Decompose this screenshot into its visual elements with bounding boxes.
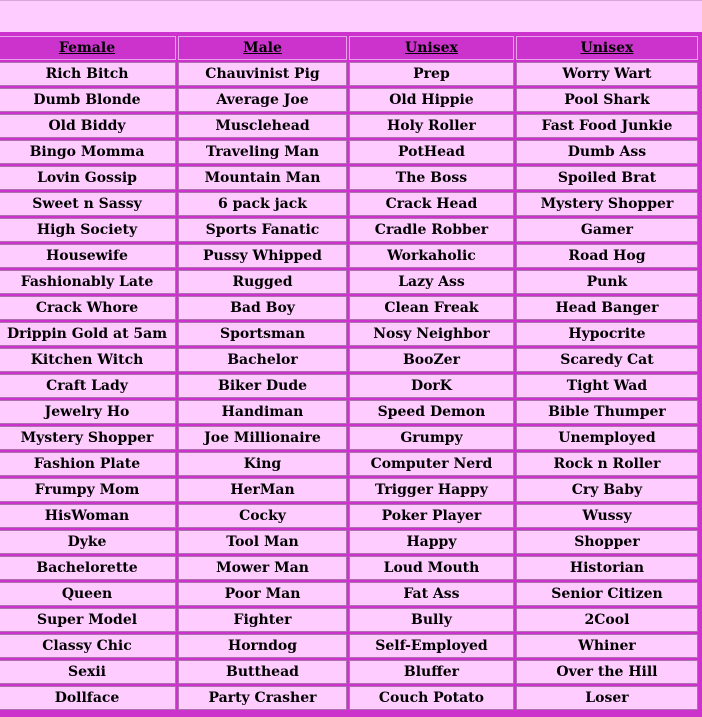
cell-male: Party Crasher	[178, 686, 347, 710]
table-row	[0, 218, 698, 242]
cell-female: Jewelry Ho	[0, 400, 176, 424]
cell-female: Queen	[0, 582, 176, 606]
cell-unisex: Crack Head	[349, 192, 514, 216]
cell-unisex: Old Hippie	[349, 88, 514, 112]
cell-unisex-2: Wussy	[516, 504, 698, 528]
table-row	[0, 582, 698, 606]
cell-unisex-2: Head Banger	[516, 296, 698, 320]
names-table	[0, 34, 700, 712]
cell-female: Rich Bitch	[0, 62, 176, 86]
table-row	[0, 504, 698, 528]
cell-unisex: Clean Freak	[349, 296, 514, 320]
cell-female: HisWoman	[0, 504, 176, 528]
table-row	[0, 452, 698, 476]
cell-male: Sports Fanatic	[178, 218, 347, 242]
cell-male: Bad Boy	[178, 296, 347, 320]
cell-unisex: PotHead	[349, 140, 514, 164]
cell-male: King	[178, 452, 347, 476]
cell-female: High Society	[0, 218, 176, 242]
table-row	[0, 166, 698, 190]
cell-unisex: Happy	[349, 530, 514, 554]
table-row	[0, 114, 698, 138]
cell-male: Bachelor	[178, 348, 347, 372]
cell-unisex: Self-Employed	[349, 634, 514, 658]
cell-unisex-2: Loser	[516, 686, 698, 710]
cell-female: Dyke	[0, 530, 176, 554]
header-unisex[interactable]: Unisex	[349, 36, 514, 60]
cell-female: Housewife	[0, 244, 176, 268]
cell-female: Dumb Blonde	[0, 88, 176, 112]
cell-unisex-2: Historian	[516, 556, 698, 580]
cell-unisex-2: Gamer	[516, 218, 698, 242]
table-row	[0, 374, 698, 398]
header-male[interactable]: Male	[178, 36, 347, 60]
cell-unisex: Poker Player	[349, 504, 514, 528]
cell-unisex: Fat Ass	[349, 582, 514, 606]
cell-unisex: Computer Nerd	[349, 452, 514, 476]
cell-male: 6 pack jack	[178, 192, 347, 216]
cell-male: Chauvinist Pig	[178, 62, 347, 86]
cell-unisex: Loud Mouth	[349, 556, 514, 580]
cell-female: Super Model	[0, 608, 176, 632]
table-row	[0, 660, 698, 684]
table-row	[0, 88, 698, 112]
cell-unisex-2: Over the Hill	[516, 660, 698, 684]
table-row	[0, 244, 698, 268]
cell-unisex: Workaholic	[349, 244, 514, 268]
cell-male: Pussy Whipped	[178, 244, 347, 268]
cell-male: Cocky	[178, 504, 347, 528]
cell-unisex: Bully	[349, 608, 514, 632]
cell-female: Dollface	[0, 686, 176, 710]
cell-male: Poor Man	[178, 582, 347, 606]
table-row	[0, 634, 698, 658]
cell-unisex-2: Cry Baby	[516, 478, 698, 502]
cell-unisex-2: Scaredy Cat	[516, 348, 698, 372]
cell-unisex-2: Fast Food Junkie	[516, 114, 698, 138]
cell-female: Sweet n Sassy	[0, 192, 176, 216]
cell-unisex: Bluffer	[349, 660, 514, 684]
cell-unisex: Prep	[349, 62, 514, 86]
cell-unisex-2: Dumb Ass	[516, 140, 698, 164]
cell-male: Biker Dude	[178, 374, 347, 398]
cell-unisex-2: Whiner	[516, 634, 698, 658]
cell-male: Fighter	[178, 608, 347, 632]
cell-female: Mystery Shopper	[0, 426, 176, 450]
header-unisex-2[interactable]: Unisex	[516, 36, 698, 60]
cell-unisex-2: Rock n Roller	[516, 452, 698, 476]
cell-female: Bachelorette	[0, 556, 176, 580]
cell-unisex-2: Worry Wart	[516, 62, 698, 86]
table-row	[0, 192, 698, 216]
cell-male: Joe Millionaire	[178, 426, 347, 450]
table-body	[0, 62, 698, 710]
cell-female: Drippin Gold at 5am	[0, 322, 176, 346]
cell-unisex-2: Hypocrite	[516, 322, 698, 346]
cell-unisex: Lazy Ass	[349, 270, 514, 294]
cell-unisex-2: Unemployed	[516, 426, 698, 450]
cell-unisex: Grumpy	[349, 426, 514, 450]
cell-unisex-2: Senior Citizen	[516, 582, 698, 606]
cell-unisex: Speed Demon	[349, 400, 514, 424]
cell-unisex: Trigger Happy	[349, 478, 514, 502]
table-row	[0, 296, 698, 320]
cell-male: Horndog	[178, 634, 347, 658]
cell-female: Kitchen Witch	[0, 348, 176, 372]
cell-unisex-2: Shopper	[516, 530, 698, 554]
cell-unisex: The Boss	[349, 166, 514, 190]
cell-unisex-2: Pool Shark	[516, 88, 698, 112]
top-band	[0, 0, 702, 32]
cell-male: Tool Man	[178, 530, 347, 554]
cell-male: Mountain Man	[178, 166, 347, 190]
cell-unisex-2: Punk	[516, 270, 698, 294]
table-row	[0, 478, 698, 502]
table-row	[0, 348, 698, 372]
table-row	[0, 140, 698, 164]
cell-male: Handiman	[178, 400, 347, 424]
cell-male: Traveling Man	[178, 140, 347, 164]
table-row	[0, 530, 698, 554]
cell-unisex: Cradle Robber	[349, 218, 514, 242]
table-row	[0, 686, 698, 710]
table-row	[0, 426, 698, 450]
cell-male: Rugged	[178, 270, 347, 294]
cell-unisex: Couch Potato	[349, 686, 514, 710]
cell-unisex: Holy Roller	[349, 114, 514, 138]
cell-female: Frumpy Mom	[0, 478, 176, 502]
cell-male: Sportsman	[178, 322, 347, 346]
cell-female: Crack Whore	[0, 296, 176, 320]
table-row	[0, 270, 698, 294]
table-row	[0, 608, 698, 632]
header-female[interactable]: Female	[0, 36, 176, 60]
cell-female: Craft Lady	[0, 374, 176, 398]
header-row	[0, 36, 698, 60]
cell-female: Classy Chic	[0, 634, 176, 658]
cell-unisex-2: Bible Thumper	[516, 400, 698, 424]
cell-unisex: DorK	[349, 374, 514, 398]
cell-unisex: BooZer	[349, 348, 514, 372]
cell-female: Fashionably Late	[0, 270, 176, 294]
cell-male: HerMan	[178, 478, 347, 502]
cell-female: Sexii	[0, 660, 176, 684]
cell-male: Musclehead	[178, 114, 347, 138]
table-row	[0, 400, 698, 424]
cell-female: Bingo Momma	[0, 140, 176, 164]
cell-unisex-2: Mystery Shopper	[516, 192, 698, 216]
cell-male: Butthead	[178, 660, 347, 684]
table-row	[0, 322, 698, 346]
cell-unisex-2: Road Hog	[516, 244, 698, 268]
cell-unisex: Nosy Neighbor	[349, 322, 514, 346]
cell-unisex-2: Tight Wad	[516, 374, 698, 398]
table-row	[0, 62, 698, 86]
cell-unisex-2: Spoiled Brat	[516, 166, 698, 190]
cell-unisex-2: 2Cool	[516, 608, 698, 632]
cell-male: Mower Man	[178, 556, 347, 580]
table-row	[0, 556, 698, 580]
cell-female: Fashion Plate	[0, 452, 176, 476]
cell-female: Lovin Gossip	[0, 166, 176, 190]
cell-female: Old Biddy	[0, 114, 176, 138]
cell-male: Average Joe	[178, 88, 347, 112]
